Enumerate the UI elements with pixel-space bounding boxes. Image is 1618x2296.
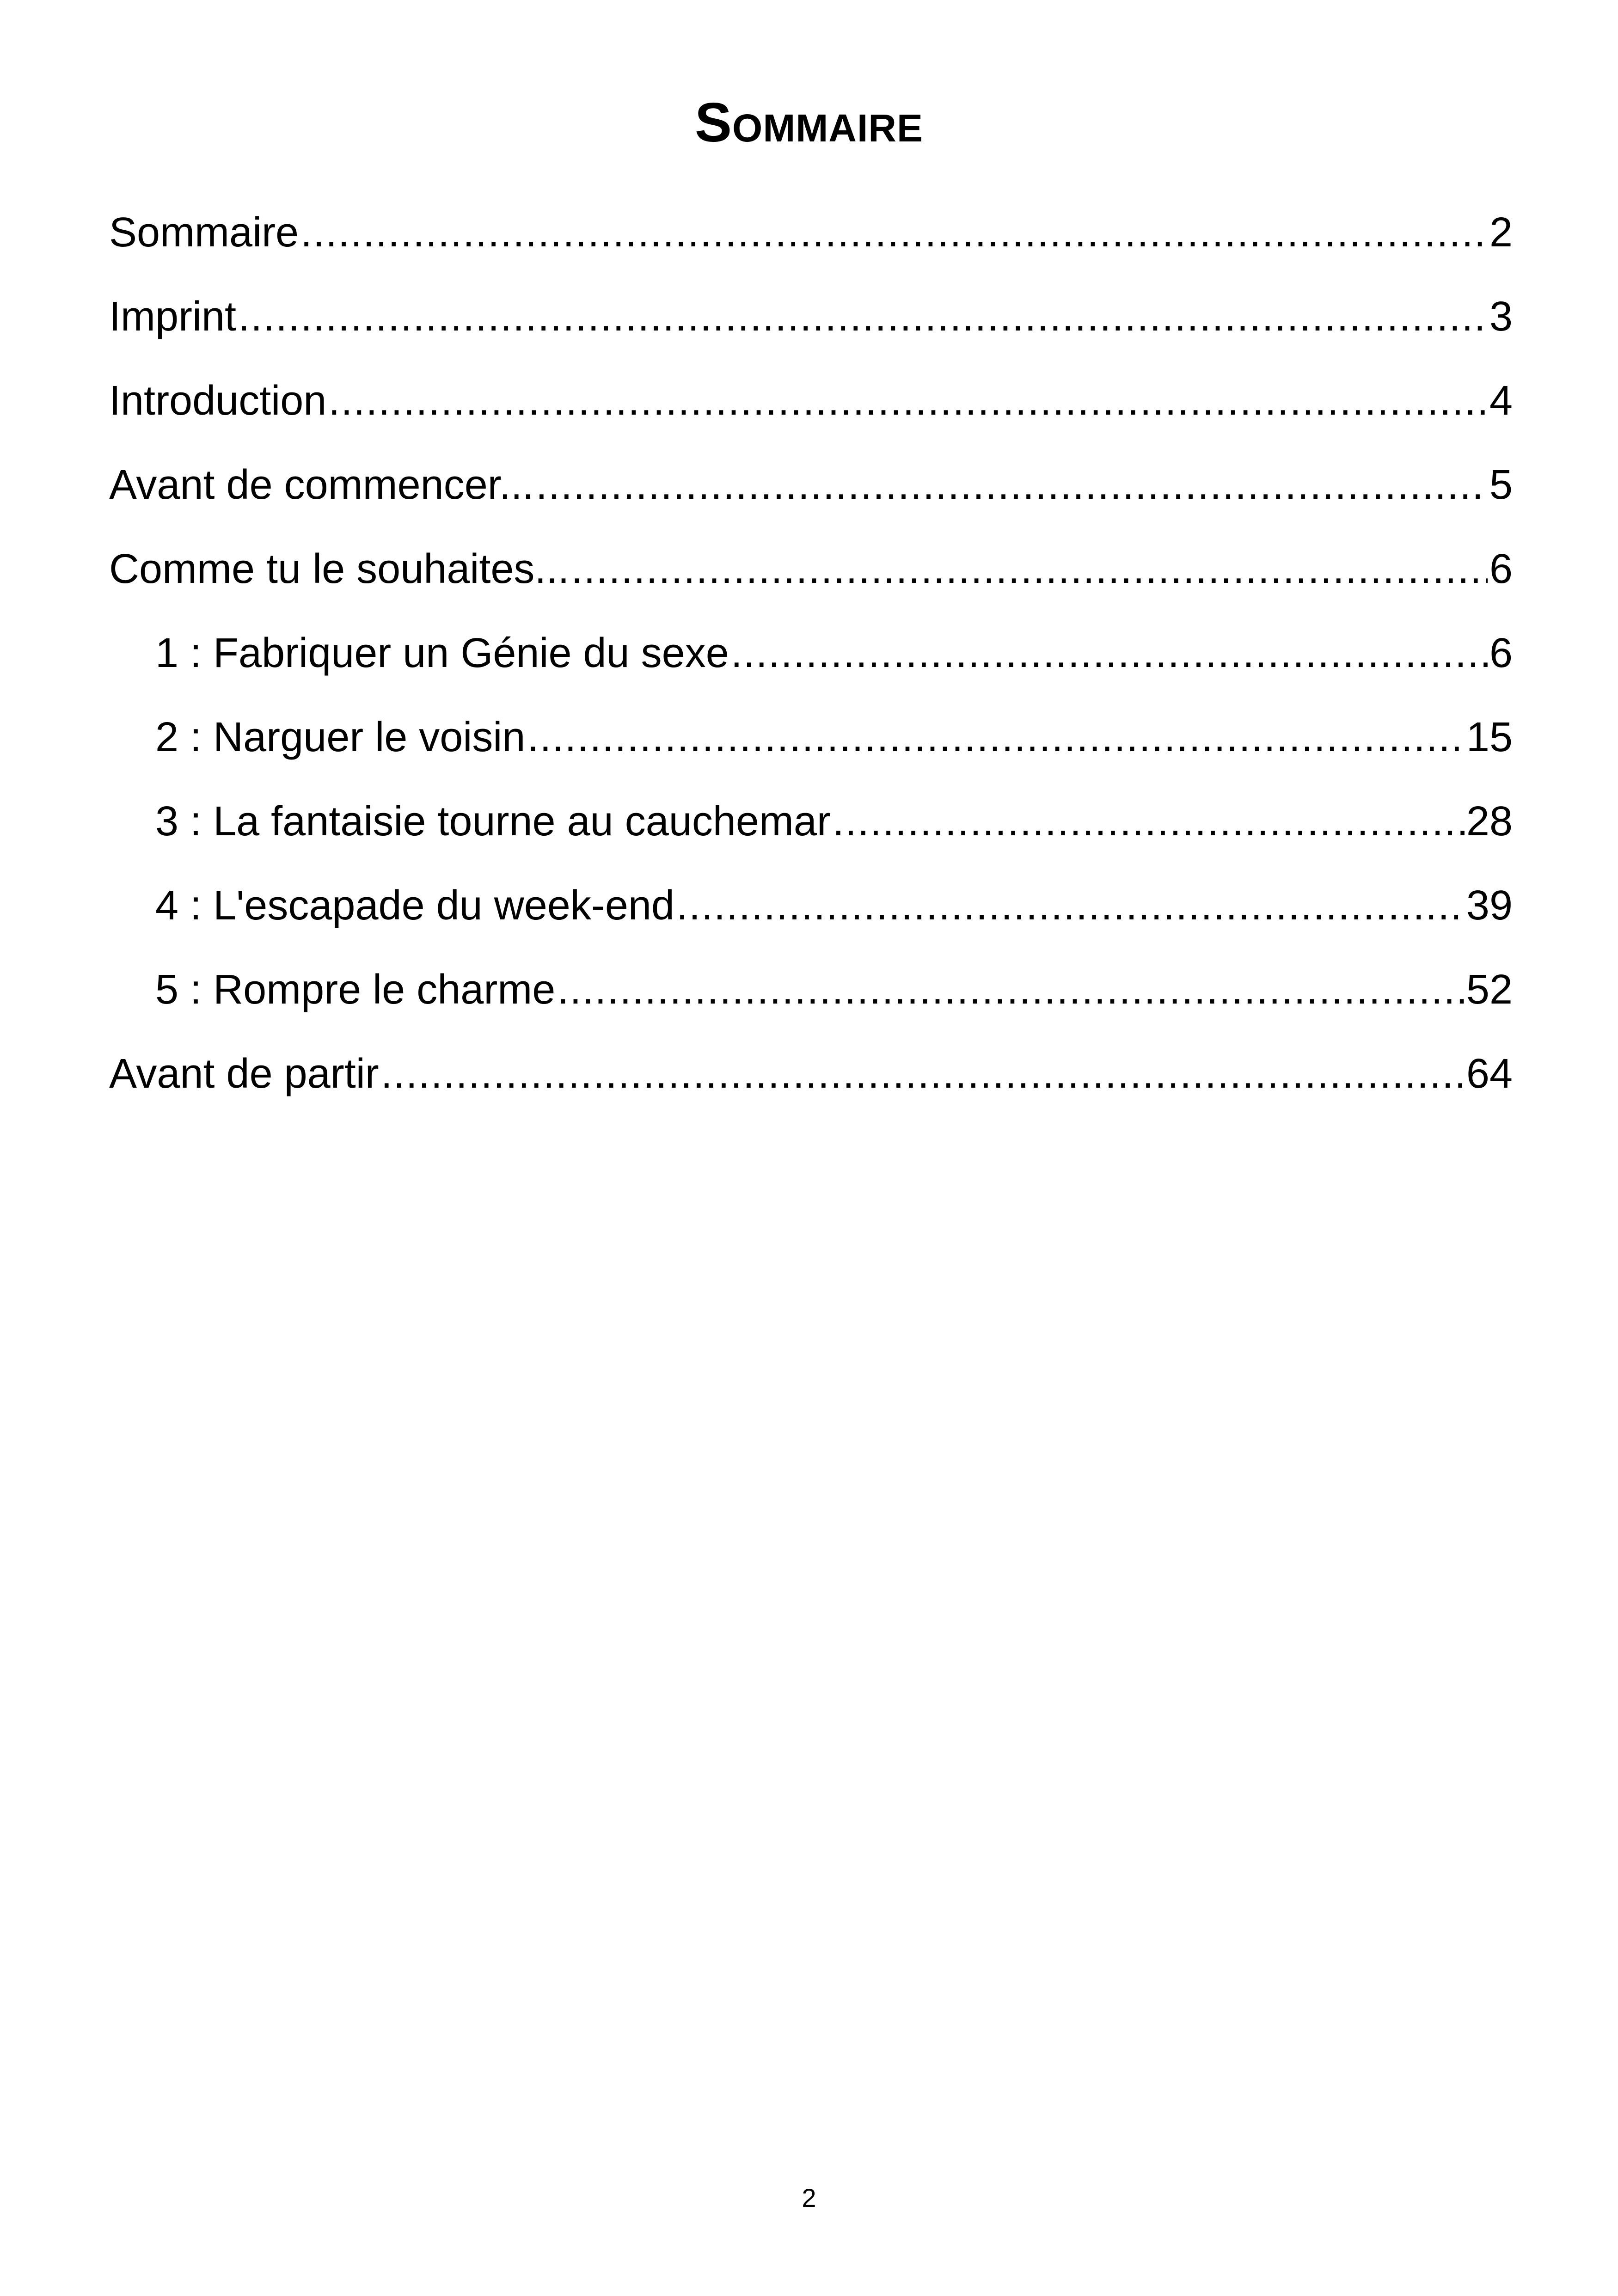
- toc-entry-page: 4: [1489, 378, 1513, 424]
- toc-entry-page: 6: [1489, 546, 1513, 592]
- table-of-contents: [109, 202, 1513, 1128]
- toc-subentry-page: 39: [1466, 882, 1513, 929]
- toc-subentry-page: 15: [1466, 714, 1513, 760]
- toc-subentry-label: 1 : Fabriquer un Génie du sexe: [155, 630, 729, 676]
- toc-dot-leader: [557, 960, 1465, 1020]
- toc-dot-leader: [381, 1044, 1465, 1104]
- toc-entry-label: Avant de commencer...: [109, 462, 534, 508]
- toc-entry[interactable]: [109, 1044, 1513, 1128]
- toc-subentry-page: 28: [1466, 798, 1513, 845]
- toc-entry-page: 3: [1489, 294, 1513, 340]
- toc-entry[interactable]: [109, 287, 1513, 371]
- toc-subentry-label: 4 : L'escapade du week-end: [155, 882, 674, 929]
- toc-entry-page: 2: [1489, 209, 1513, 256]
- toc-entry[interactable]: [109, 539, 1513, 623]
- toc-dot-leader: [571, 539, 1487, 599]
- toc-subentry[interactable]: [109, 960, 1513, 1044]
- toc-entry-label: Imprint: [109, 294, 237, 340]
- toc-dot-leader: [536, 455, 1488, 515]
- toc-dot-leader: [238, 287, 1488, 347]
- page-number: 2: [802, 2183, 816, 2212]
- toc-entry[interactable]: [109, 202, 1513, 287]
- toc-dot-leader: [676, 876, 1465, 936]
- toc-subentry-label: 3 : La fantaisie tourne au cauchemar: [155, 798, 831, 845]
- page-title: Sommaire: [694, 92, 923, 153]
- toc-dot-leader: [527, 707, 1465, 767]
- toc-subentry-page: 52: [1466, 967, 1513, 1013]
- toc-entry-page: 64: [1466, 1051, 1513, 1097]
- toc-subentry[interactable]: [109, 623, 1513, 707]
- toc-dot-leader: [731, 623, 1488, 683]
- toc-entry[interactable]: [109, 371, 1513, 455]
- toc-subentry-label: 5 : Rompre le charme: [155, 967, 556, 1013]
- toc-subentry-page: 6: [1489, 630, 1513, 676]
- toc-dot-leader: [833, 791, 1465, 851]
- toc-entry-label: Sommaire: [109, 209, 299, 256]
- toc-subentry[interactable]: [109, 876, 1513, 960]
- toc-entry[interactable]: [109, 455, 1513, 539]
- toc-subentry-label: 2 : Narguer le voisin: [155, 714, 526, 760]
- toc-dot-leader: [328, 371, 1488, 431]
- toc-subentry[interactable]: [109, 707, 1513, 791]
- toc-entry-page: 5: [1489, 462, 1513, 508]
- toc-entry-label: Avant de partir: [109, 1051, 379, 1097]
- toc-subentry[interactable]: [109, 791, 1513, 876]
- toc-entry-label: Comme tu le souhaites...: [109, 546, 570, 592]
- toc-entry-label: Introduction: [109, 378, 327, 424]
- toc-dot-leader: [300, 202, 1488, 263]
